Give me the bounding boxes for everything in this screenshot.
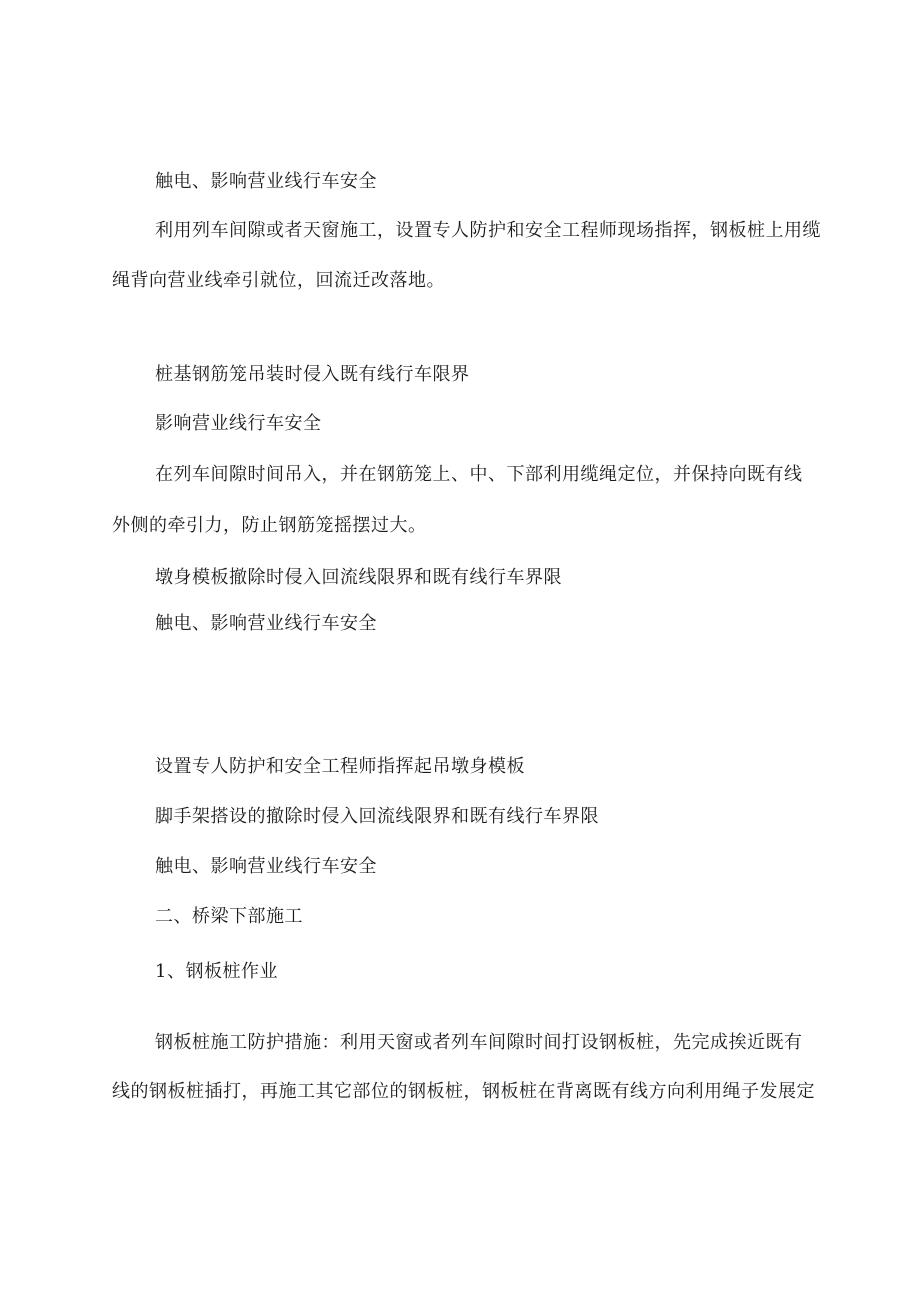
section-heading: 二、桥梁下部施工 bbox=[155, 906, 303, 927]
text-line: 外侧的牵引力，防止钢筋笼摇摆过大。 bbox=[112, 515, 427, 536]
text-line: 触电、影响营业线行车安全 bbox=[155, 613, 377, 634]
subsection-heading: 1、钢板桩作业 bbox=[155, 961, 278, 982]
text-line: 影响营业线行车安全 bbox=[155, 413, 322, 434]
text-line: 触电、影响营业线行车安全 bbox=[155, 171, 377, 192]
text-line: 脚手架搭设的撤除时侵入回流线限界和既有线行车界限 bbox=[155, 806, 599, 827]
text-line: 触电、影响营业线行车安全 bbox=[155, 856, 377, 877]
text-line: 钢板桩施工防护措施：利用天窗或者列车间隙时间打设钢板桩，先完成挨近既有 bbox=[155, 1032, 803, 1053]
text-line: 墩身模板撤除时侵入回流线限界和既有线行车界限 bbox=[155, 567, 562, 588]
text-line: 桩基钢筋笼吊装时侵入既有线行车限界 bbox=[155, 364, 470, 385]
text-line: 线的钢板桩插打，再施工其它部位的钢板桩，钢板桩在背离既有线方向利用绳子发展定 bbox=[112, 1081, 815, 1102]
text-line: 设置专人防护和安全工程师指挥起吊墩身模板 bbox=[155, 756, 525, 777]
text-line: 绳背向营业线牵引就位，回流迁改落地。 bbox=[112, 270, 445, 291]
text-line: 利用列车间隙或者天窗施工，设置专人防护和安全工程师现场指挥，钢板桩上用缆 bbox=[155, 220, 821, 241]
text-line: 在列车间隙时间吊入，并在钢筋笼上、中、下部利用缆绳定位，并保持向既有线 bbox=[155, 464, 803, 485]
